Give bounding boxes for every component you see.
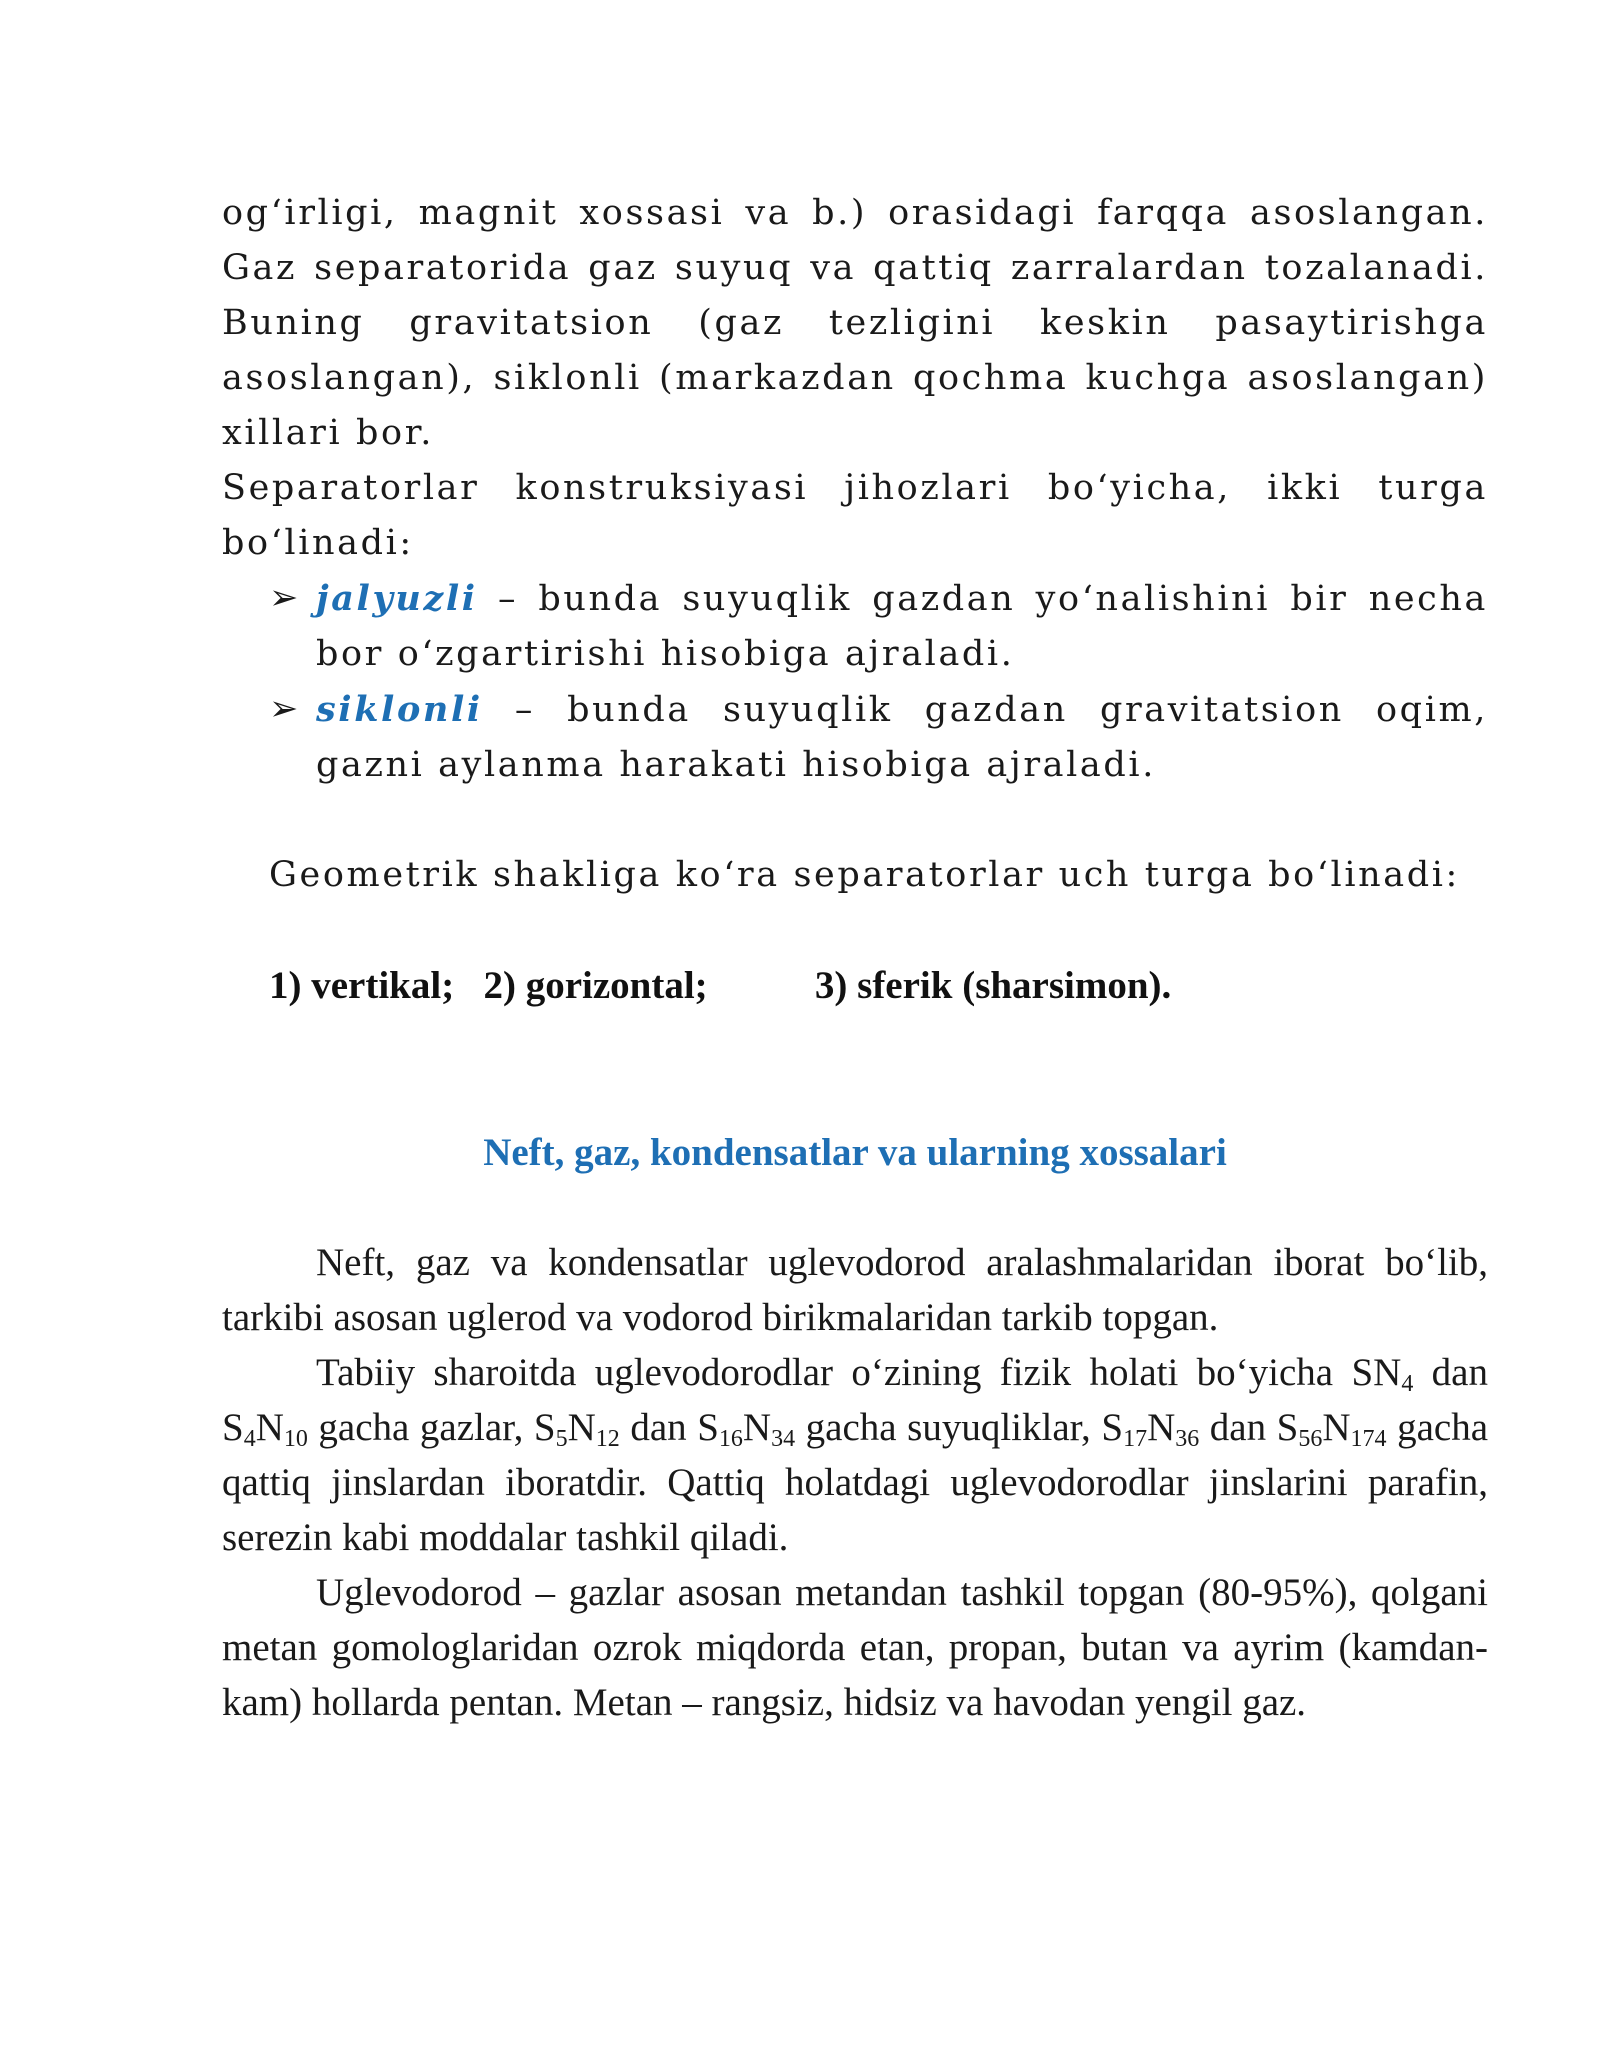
bullet-text: – bunda suyuqlik gazdan gravitatsion oqim, gazni aylanma harakati hisobiga ajraladi. [316, 690, 1488, 785]
bullet-item [222, 571, 1488, 682]
type-vertical: 1) vertikal; [269, 964, 455, 1007]
document-page [222, 186, 1488, 1730]
separator-types [222, 958, 1488, 1013]
bullet-term: siklonli [316, 689, 483, 730]
section-heading: Neft, gaz, kondensatlar va ularning xossalari [483, 1131, 1227, 1174]
bullet-text: – bunda suyuqlik gazdan yo‘nalishini bir necha bor o‘zgartirishi hisobiga ajraladi. [316, 579, 1488, 674]
geometry-sentence: Geometrik shakliga ko‘ra separatorlar uch turga bo‘linadi: [269, 855, 1460, 895]
type-horizontal: 2) gorizontal; [483, 964, 708, 1007]
paragraph-gases: Uglevodorod – gazlar asosan metandan tashkil topgan (80-95%), qolgani metan gomologlaridan ozrok miqdorda etan, propan, butan va ayrim (kamdan-kam) hollarda pentan. Metan – rangsiz, hidsiz va havodan yengil gaz. [222, 1571, 1488, 1724]
paragraph-physical-state: Tabiiy sharoitda uglevodorodlar o‘zining fizik holati bo‘yicha $SN_4$ dan $S_4N_{10}$ gacha gazlar, $S_5N_{12}$ dan $S_{16}N_{34}$ gacha suyuqliklar, $S_{17}N_{36}$ dan $S_{56}N_{174}$ gacha qattiq jinslardan iboratdir. Qattiq holatdagi uglevodorodlar jinslarini parafin, serezin kabi moddalar tashkil qiladi. [222, 1351, 1489, 1559]
intro-paragraph: og‘irligi, magnit xossasi va b.) orasidagi farqqa asoslangan. Gaz separatorida gaz suyuq va qattiq zarralardan tozalanadi. Buning gravitatsion (gaz tezligini keskin pasaytirishga asoslangan), siklonli (markazdan qochma kuchga asoslangan) xillari bor. [222, 193, 1488, 453]
construction-paragraph: Separatorlar konstruksiyasi jihozlari bo‘yicha, ikki turga bo‘linadi: [222, 468, 1488, 563]
arrow-bullet-icon: ➢ [269, 578, 301, 618]
bullet-term: jalyuzli [316, 578, 478, 619]
type-spherical: 3) sferik (sharsimon). [814, 964, 1172, 1007]
paragraph-composition: Neft, gaz va kondensatlar uglevodorod aralashmalaridan iborat bo‘lib, tarkibi asosan uglerod va vodorod birikmalaridan tarkib topgan. [222, 1241, 1488, 1339]
arrow-bullet-icon: ➢ [269, 689, 301, 729]
bullet-item [222, 682, 1488, 793]
